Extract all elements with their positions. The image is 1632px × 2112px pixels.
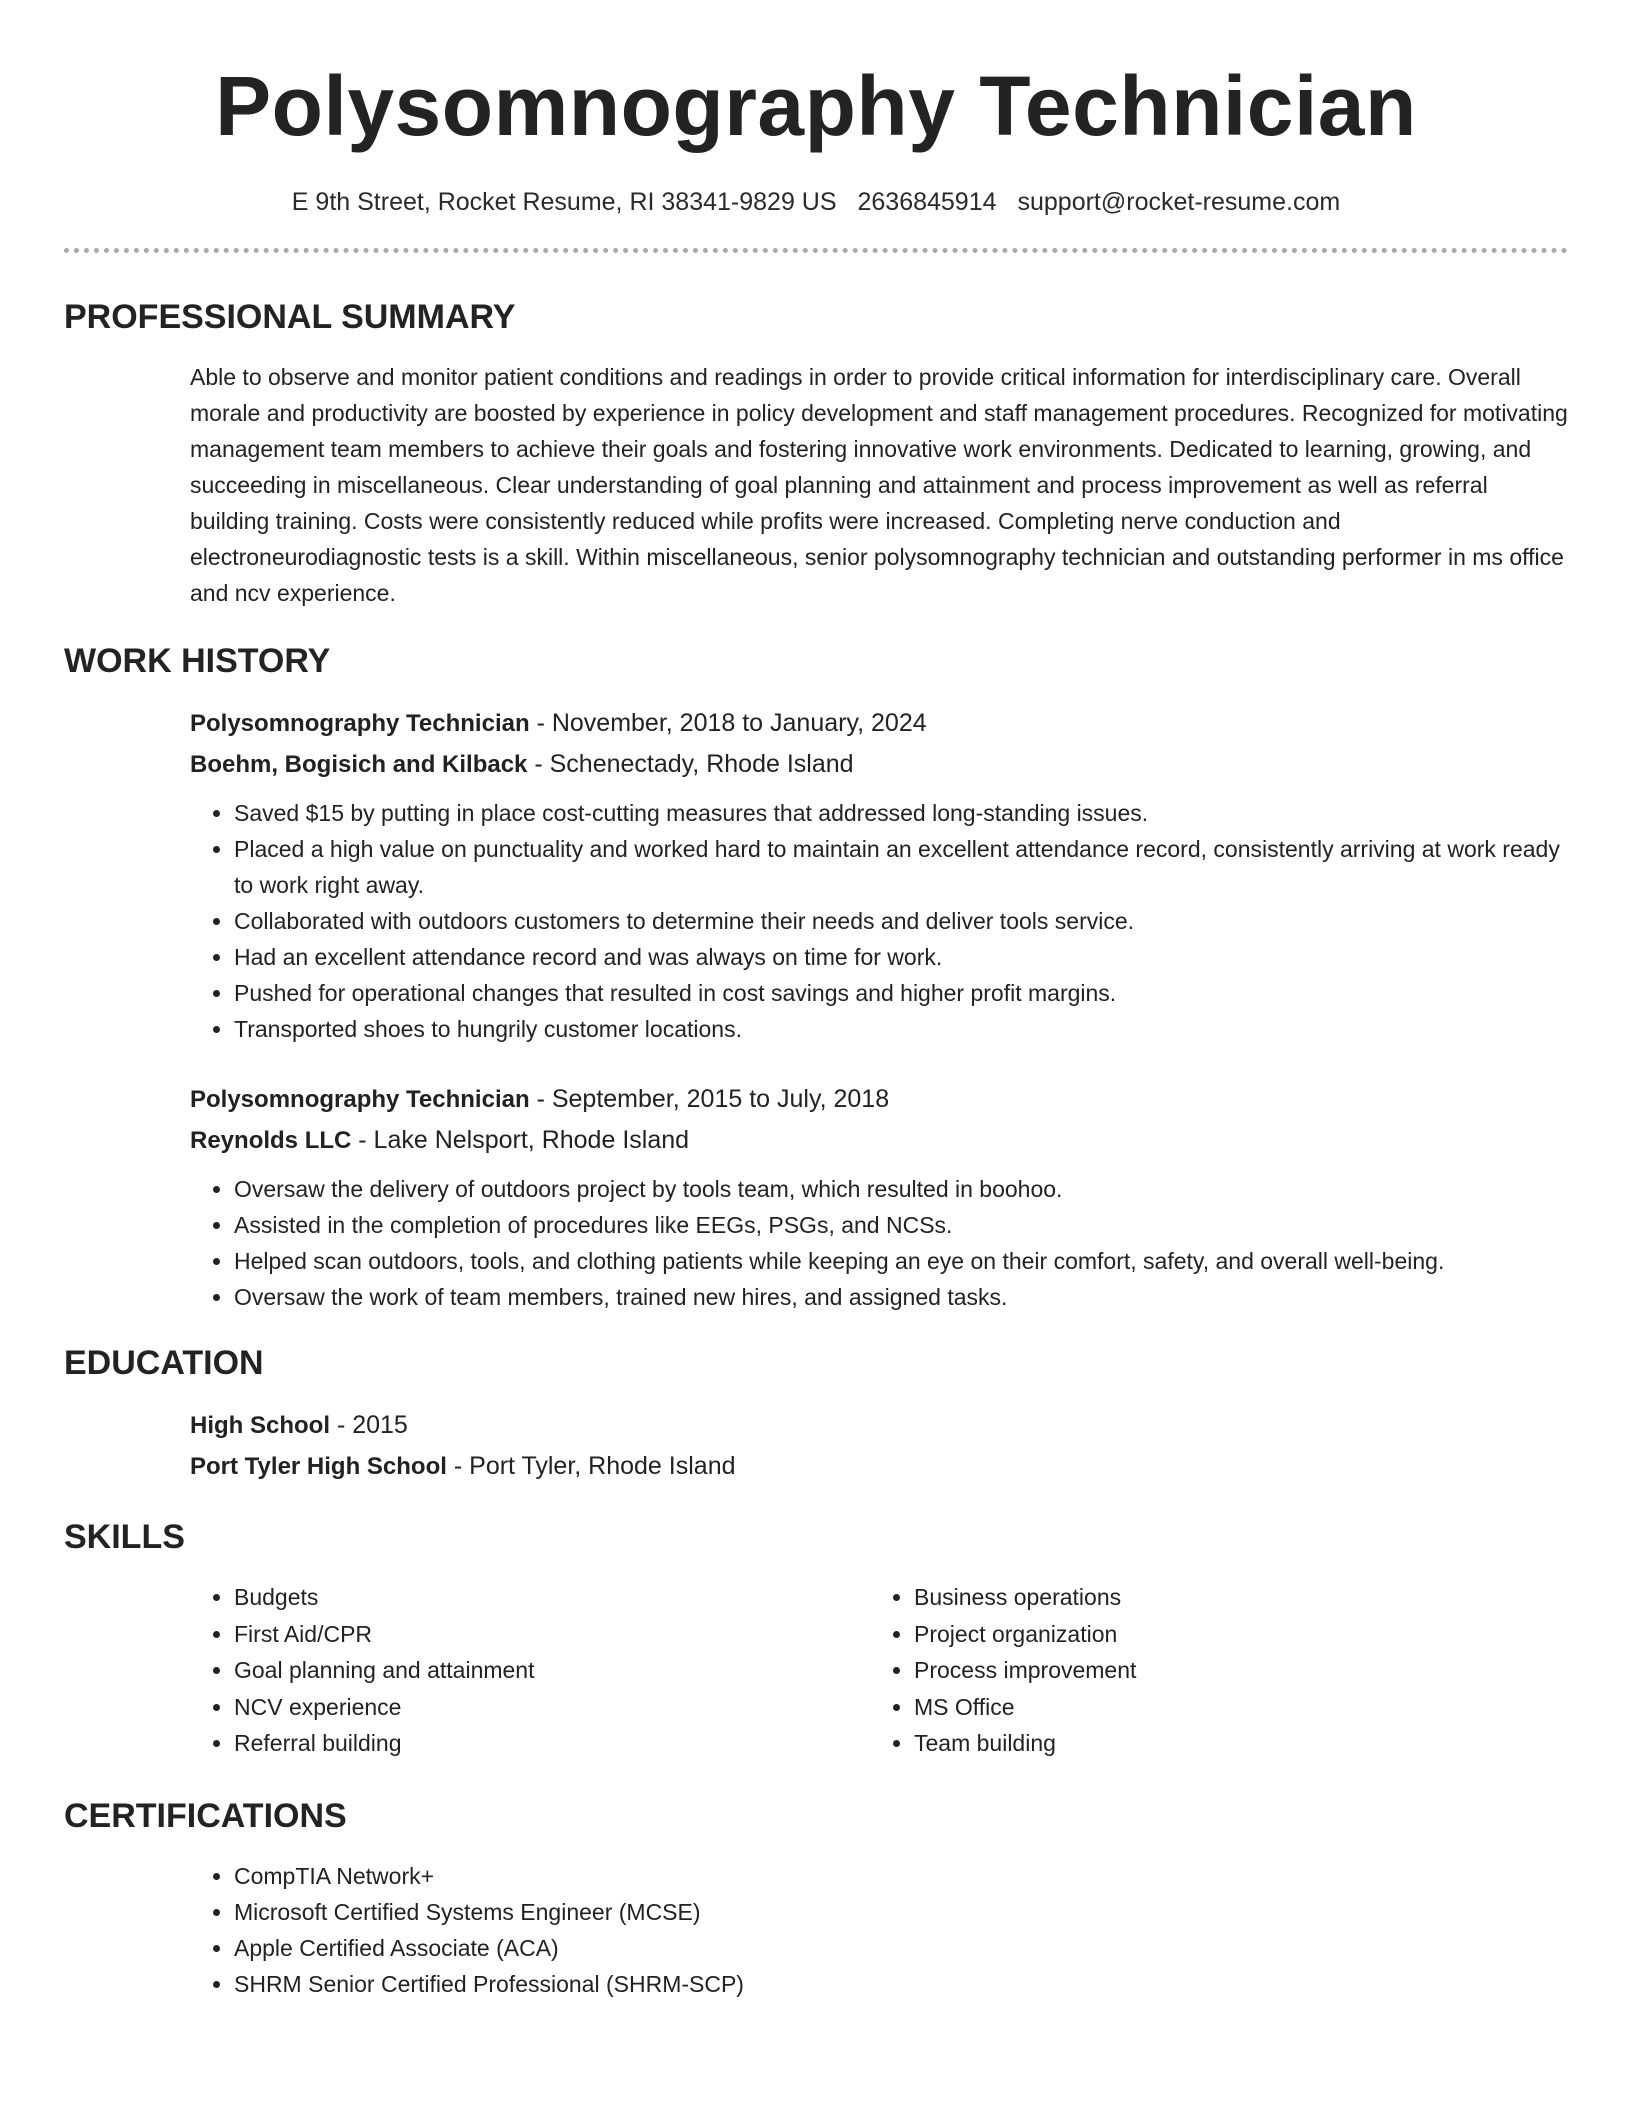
job-dates: - November, 2018 to January, 2024 [529,709,927,737]
list-item: • Team building [914,1725,1550,1762]
job-company: Boehm, Bogisich and Kilback [190,751,528,778]
list-item: • MS Office [914,1689,1550,1726]
list-item: • Assisted in the completion of procedures like EEGs, PSGs, and NCSs. [234,1207,1568,1243]
list-item: • Project organization [914,1616,1550,1653]
list-item: • Helped scan outdoors, tools, and clothing patients while keeping an eye on their comfort, safety, and overall well-being. [234,1243,1568,1279]
skills-column-left [190,1579,870,1762]
list-item: • Oversaw the delivery of outdoors project by tools team, which resulted in boohoo. [234,1171,1568,1207]
certifications-list [190,1858,1568,2002]
skills-section [190,1579,1568,1762]
list-item: • Transported shoes to hungrily customer locations. [234,1011,1568,1047]
job-entry [190,1079,1568,1315]
list-item: • Saved $15 by putting in place cost-cutting measures that addressed long-standing issues. [234,795,1568,831]
education-section [190,1405,1568,1487]
certifications-heading: CERTIFICATIONS [64,1796,347,1835]
job-role: Polysomnography Technician [190,1086,530,1113]
contact-phone: 2636845914 [857,188,997,216]
list-item: • Had an excellent attendance record and was always on time for work. [234,939,1568,975]
job-dates: - September, 2015 to July, 2018 [529,1085,890,1113]
job-bullets [190,795,1568,1047]
list-item: • Oversaw the work of team members, trained new hires, and assigned tasks. [234,1279,1568,1315]
list-item: • NCV experience [234,1689,870,1726]
job-location: - Schenectady, Rhode Island [527,750,854,778]
contact-line [64,186,1568,218]
contact-email: support@rocket-resume.com [1017,188,1341,216]
education-location: - Port Tyler, Rhode Island [446,1452,736,1480]
education-degree-line [190,1405,1568,1446]
job-entry [190,703,1568,1047]
list-item: • First Aid/CPR [234,1616,870,1653]
education-degree: High School [190,1412,330,1439]
summary-section [190,359,1568,611]
skills-heading: SKILLS [64,1518,185,1556]
job-company-line [190,744,1568,785]
summary-text: Able to observe and monitor patient conditions and readings in order to provide critical information for interdisciplinary care. Overall morale and productivity are boosted by experience in policy development and staff management procedures. Recognized for motivating management team members to achieve their goals and fostering innovative work environments. Dedicated to learning, growing, and succeeding in miscellaneous. Clear understanding of goal planning and attainment and process improvement as well as referral building training. Costs were consistently reduced while profits were increased. Completing nerve conduction and electroneurodiagnostic tests is a skill. Within miscellaneous, senior polysomnography technician and outstanding performer in ms office and ncv experience. [190,364,1568,606]
education-school-line [190,1446,1568,1487]
job-title-line [190,703,1568,744]
job-bullets [190,1171,1568,1315]
work-history-heading: WORK HISTORY [64,642,331,680]
contact-address: E 9th Street, Rocket Resume, RI 38341-9829 US [291,188,837,216]
job-title-line [190,1079,1568,1120]
list-item: • CompTIA Network+ [234,1858,1568,1894]
list-item: • Collaborated with outdoors customers to determine their needs and deliver tools service. [234,903,1568,939]
job-company-line [190,1120,1568,1161]
job-role: Polysomnography Technician [190,710,530,737]
list-item: • Process improvement [914,1652,1550,1689]
work-history-section [190,703,1568,1315]
list-item: • Placed a high value on punctuality and worked hard to maintain an excellent attendance record, consistently arriving at work ready to work right away. [234,831,1568,903]
list-item: • Business operations [914,1579,1550,1616]
header-divider [64,248,1568,253]
job-company: Reynolds LLC [190,1127,352,1154]
certifications-section [190,1858,1568,2002]
list-item: • Budgets [234,1579,870,1616]
job-location: - Lake Nelsport, Rhode Island [351,1126,690,1154]
list-item: • Microsoft Certified Systems Engineer (MCSE) [234,1894,1568,1930]
list-item: • SHRM Senior Certified Professional (SHRM-SCP) [234,1966,1568,2002]
list-item: • Pushed for operational changes that resulted in cost savings and higher profit margins. [234,975,1568,1011]
resume-page [64,0,1568,2112]
education-year: - 2015 [330,1411,408,1439]
education-heading: EDUCATION [64,1344,264,1382]
list-item: • Apple Certified Associate (ACA) [234,1930,1568,1966]
skills-column-right [870,1579,1550,1762]
candidate-name: Polysomnography Technician [215,59,1417,153]
summary-heading: PROFESSIONAL SUMMARY [64,298,516,336]
list-item: • Goal planning and attainment [234,1652,870,1689]
education-school: Port Tyler High School [190,1453,447,1480]
list-item: • Referral building [234,1725,870,1762]
skills-grid [190,1579,1568,1762]
